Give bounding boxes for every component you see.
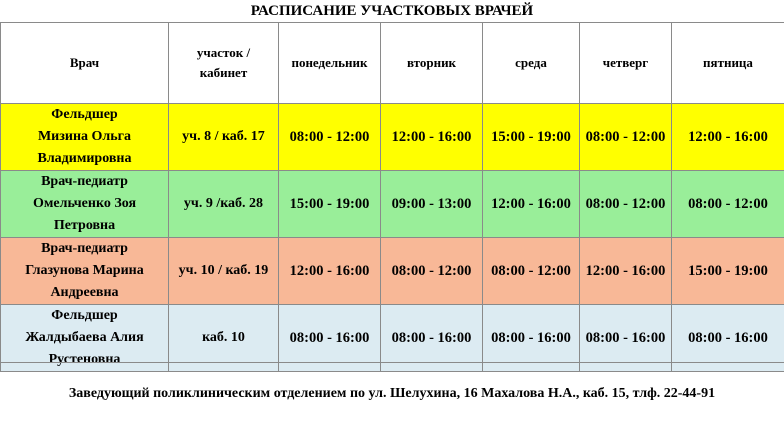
doctor-name-line1: Мизина Ольга (37, 129, 132, 144)
friday-cell: 08:00 - 16:00 (672, 305, 784, 372)
doctor-cell (1, 171, 169, 238)
header-tuesday: вторник (381, 23, 483, 104)
doctor-name-line1: Жалдыбаева Алия (25, 330, 144, 345)
header-room (169, 23, 279, 104)
doctor-role: Врач-педиатр (41, 241, 128, 256)
header-room-line2: кабинет (199, 65, 248, 80)
doctor-name-line2: Владимировна (37, 151, 132, 166)
doctor-name-line1: Омельченко Зоя (32, 196, 137, 211)
header-row (1, 23, 784, 104)
header-monday: понедельник (279, 23, 381, 104)
doctor-name-line2: Петровна (53, 218, 116, 233)
room-cell: уч. 8 / каб. 17 (169, 104, 279, 171)
doctor-name-line2: Рустеновна (48, 352, 121, 367)
doctor-cell (1, 238, 169, 305)
monday-cell: 15:00 - 19:00 (279, 171, 381, 238)
doctor-role: Врач-педиатр (41, 174, 128, 189)
header-thursday: четверг (580, 23, 672, 104)
schedule-table (0, 22, 784, 372)
doctor-role: Фельдшер (51, 107, 118, 122)
table-row (1, 171, 784, 238)
wednesday-cell: 08:00 - 16:00 (483, 305, 580, 372)
header-friday: пятница (672, 23, 784, 104)
wednesday-cell: 15:00 - 19:00 (483, 104, 580, 171)
thursday-cell: 12:00 - 16:00 (580, 238, 672, 305)
table-row (1, 104, 784, 171)
header-room-line1: участок / (196, 45, 251, 60)
thursday-cell: 08:00 - 16:00 (580, 305, 672, 372)
doctor-cell (1, 104, 169, 171)
friday-cell: 12:00 - 16:00 (672, 104, 784, 171)
wednesday-cell: 08:00 - 12:00 (483, 238, 580, 305)
doctor-name-line1: Глазунова Марина (25, 263, 144, 278)
monday-cell: 08:00 - 16:00 (279, 305, 381, 372)
tuesday-cell: 09:00 - 13:00 (381, 171, 483, 238)
room-cell: уч. 9 /каб. 28 (169, 171, 279, 238)
tuesday-cell: 08:00 - 16:00 (381, 305, 483, 372)
wednesday-cell: 12:00 - 16:00 (483, 171, 580, 238)
thursday-cell: 08:00 - 12:00 (580, 171, 672, 238)
page-title: РАСПИСАНИЕ УЧАСТКОВЫХ ВРАЧЕЙ (0, 0, 784, 24)
monday-cell: 12:00 - 16:00 (279, 238, 381, 305)
friday-cell: 15:00 - 19:00 (672, 238, 784, 305)
friday-cell: 08:00 - 12:00 (672, 171, 784, 238)
header-wednesday: среда (483, 23, 580, 104)
room-cell: уч. 10 / каб. 19 (169, 238, 279, 305)
room-cell: каб. 10 (169, 305, 279, 372)
footer-note: Заведующий поликлиническим отделением по ул. Шелухина, 16 Махалова Н.А., каб. 15, тлф. 22-44-91 (0, 362, 784, 425)
header-doctor: Врач (1, 23, 169, 104)
doctor-role: Фельдшер (51, 308, 118, 323)
thursday-cell: 08:00 - 12:00 (580, 104, 672, 171)
tuesday-cell: 12:00 - 16:00 (381, 104, 483, 171)
table-row (1, 238, 784, 305)
tuesday-cell: 08:00 - 12:00 (381, 238, 483, 305)
monday-cell: 08:00 - 12:00 (279, 104, 381, 171)
doctor-name-line2: Андреевна (50, 285, 119, 300)
